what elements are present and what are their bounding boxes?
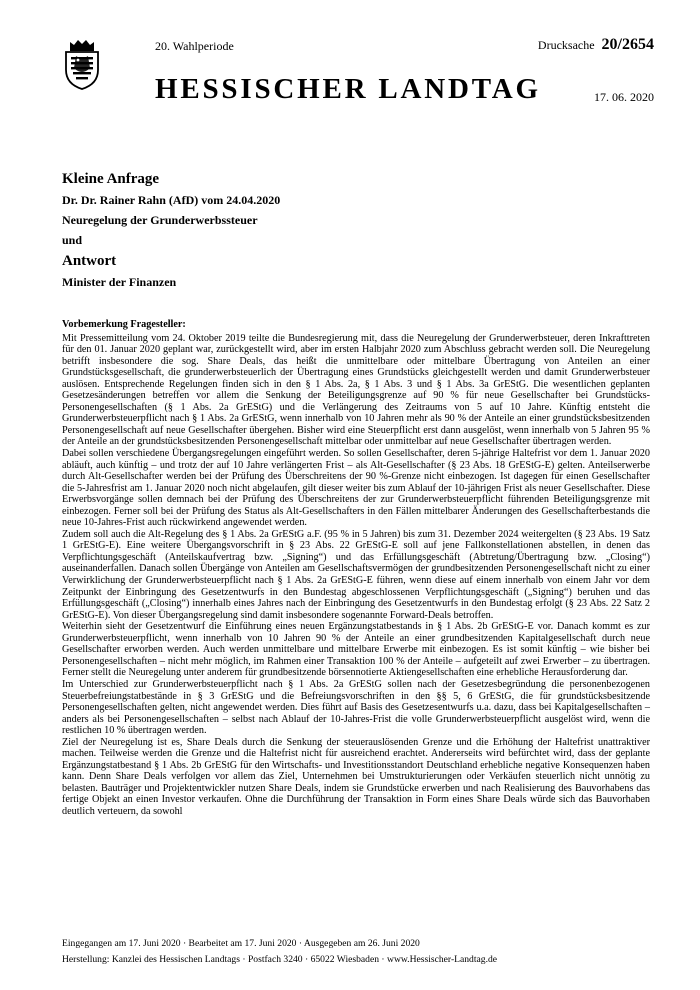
vorbemerkung-title: Vorbemerkung Fragesteller: xyxy=(62,319,186,330)
body-paragraph: Dabei sollen verschiedene Übergangsregelungen eingeführt werden. So sollen Gesellschafter, deren 5-jährige Haltefrist vor dem 1. Januar 2020 abläuft, auch künftig – und trotz der auf 10 Jahre verlängerten Frist – als Alt-Gesellschafter (§ 23 Abs. 18 GrEStG-E) gelten. Anteilserwerbe durch Alt-Gesellschafter werden bei der Prüfung des Überschreitens der 90 %-Grenze nicht einbezogen. Ist dagegen für einen Gesellschafter die 5-Jahresfrist am 1. Januar 2020 noch nicht abgelaufen, gilt dieser weiter bis zum Ablauf der 10-jährigen Frist als neuer Gesellschafter. Diese Erwerbsvorgänge sollen demnach bei der Prüfung des Überschreitens der zur Grunderwerbsteuerpflicht führenden Beteiligungsgrenze mit einbezogen. Ferner soll bei der Prüfung des Status als Alt-Gesellschafters in den Fällen mittelbarer Änderungen des Gesellschafterbestands die neue 10-Jahres-Frist auch rückwirkend angewendet werden. xyxy=(62,448,650,529)
author-line: Dr. Dr. Rainer Rahn (AfD) vom 24.04.2020 xyxy=(62,193,281,207)
drucksache-number: 20/2654 xyxy=(601,36,654,53)
footer-publisher-line: Herstellung: Kanzlei des Hessischen Landtags · Postfach 3240 · 65022 Wiesbaden · www.Hessischer-Landtag.de xyxy=(62,954,498,965)
subject-line: Neuregelung der Grunderwerbssteuer xyxy=(62,213,258,227)
body-paragraph: Zudem soll auch die Alt-Regelung des § 1 Abs. 2a GrEStG a.F. (95 % in 5 Jahren) bis zum 31. Dezember 2024 weitergelten (§ 23 Abs. 19 Satz 1 GrEStG-E). Eine weitere Übergangsvorschrift in § 23 Abs. 22 GrEStG-E soll auf jene Fallkonstellationen abstellen, in denen das Verpflichtungsgeschäft (Anteilskaufvertrag bzw. „Signing“) und das Erfüllungsgeschäft (Abtretung/Übertragung bzw. „Closing“) auseinanderfallen. Danach sollen Übergänge von Anteilen am Gesellschaftsvermögen der grundbesitzenden Personengesellschaft nicht zu einer Verwirklichung der Grunderwerbsteuerpflicht nach § 1 Abs. 2a GrEStG-E führen, wenn diese auf einem innerhalb von einem Jahr vor dem Zeitpunkt der Einbringung des Gesetzentwurfs in den Bundestag abgeschlossenen Verpflichtungsgeschäft („Signing“) beruhen und das Erfüllungsgeschäft („Closing“) innerhalb eines Jahres nach der Einbringung des Gesetzentwurfs in den Bundestag erfolgt (§ 23 Abs. 22 Satz 2 GrEStG-E). Von dieser Übergangsregelung sind damit insbesondere sogenannte Forward-Deals betroffen. xyxy=(62,528,650,621)
hessen-coat-of-arms-icon xyxy=(62,38,102,90)
und-line: und xyxy=(62,233,83,247)
antwort-title: Antwort xyxy=(62,253,117,269)
document-date: 17. 06. 2020 xyxy=(594,90,654,104)
kleine-anfrage-title: Kleine Anfrage xyxy=(62,171,160,187)
document-heading xyxy=(62,170,652,290)
landtag-title: HESSISCHER LANDTAG xyxy=(155,73,541,105)
document-body xyxy=(62,319,650,818)
drucksache xyxy=(538,36,654,54)
drucksache-label: Drucksache xyxy=(537,38,595,52)
body-paragraph: Mit Pressemitteilung vom 24. Oktober 2019 teilte die Bundesregierung mit, dass die Neuregelung der Grunderwerbsteuer, deren Inkrafttreten für den 01. Januar 2020 geplant war, zurückgestellt wird, aber im ersten Halbjahr 2020 zum Abschluss gebracht werden soll. Die Neuregelung betrifft insbesondere die sog. Share Deals, das heißt die unmittelbare oder mittelbare Übertragung von Anteilen an einer Grundstücksgesellschaft, die grunderwerbsteuerlich der Übertragung eines Grundstücks gleichgestellt werden und damit Grunderwerbsteuer auslösen. Entsprechende Regelungen finden sich in den § 1 Abs. 2a, § 1 Abs. 3 und § 1 Abs. 3a GrEStG. Die wesentlichen geplanten Gesetzesänderungen betreffen vor allem die Senkung der Beteiligungsgrenze auf 90 % für neue Gesellschafter bei Grundstücks-Personengesellschaften (§ 1 Abs. 2a GrEStG) und die Verlängerung des Zeitraums von 5 auf 10 Jahre. Künftig entsteht die Grunderwerbsteuerpflicht nach § 1 Abs. 2a GrEStG, wenn innerhalb von 10 Jahren mehr als 90 % der Anteile an einer grundstücksbesitzenden Personengesellschaft auf neue Gesellschafter übergehen. Bisher wird eine Steuerpflicht erst dann ausgelöst, wenn innerhalb von 5 Jahren 95 % der Anteile an der grundstücksbesitzenden Personengesellschaft mittelbar oder unmittelbar auf neue Gesellschafter übertragen werden. xyxy=(62,332,650,448)
body-paragraph: Weiterhin sieht der Gesetzentwurf die Einführung eines neuen Ergänzungstatbestands in § 1 Abs. 2b GrEStG-E vor. Danach kommt es zur Grunderwerbsteuerpflicht, wenn innerhalb von 10 Jahren 90 % der Anteile an einer grundbesitzenden Kapitalgesellschaft durch neue Gesellschafter erworben werden. Auch werden unmittelbare und mittelbare Erwerbe mit einbezogen. Es ist somit künftig – wie bisher bei Personengesellschaften – nicht mehr möglich, im Rahmen einer Transaktion 100 % der Anteile – aufgeteilt auf zwei Erwerber – zu übertragen. Ferner stellt die Neuregelung unter anderem für grundbesitzende börsennotierte Aktiengesellschaften eine erhebliche Herausforderung dar. xyxy=(62,621,650,679)
body-paragraph: Im Unterschied zur Grunderwerbsteuerpflicht nach § 1 Abs. 2a GrEStG sollen nach der Gesetzesbegründung die personenbezogenen Steuerbefreiungstatbestände in § 3 GrEStG und die Befreiungsvorschriften in den §§ 5, 6 GrEStG, die für grundstücksbesitzende Personengesellschaften gelten, nicht angewendet werden. Dies führt auf Basis des Gesetzesentwurfs u.a. dazu, dass bei Kapitalgesellschaften – anders als bei Personengesellschaften – selbst nach Ablauf der 10-Jahres-Frist die volle Grunderwerbsteuerpflicht ausgelöst wird, wenn die restlichen 10 % übertragen werden. xyxy=(62,678,650,737)
minister-line: Minister der Finanzen xyxy=(62,275,177,289)
body-paragraph: Ziel der Neuregelung ist es, Share Deals durch die Senkung der steuerauslösenden Grenze und die Erhöhung der Haltefrist unattraktiver machen. Teilweise werden die Grenze und die Haltefrist nicht für ausreichend erachtet. Andererseits wird befürchtet wird, dass der geplante Ergänzungstatbestand § 1 Abs. 2b GrEStG für den Wirtschafts- und Investitionsstandort Deutschland erhebliche negative Konsequenzen haben kann. Denn Share Deals verfolgen vor allem das Ziel, Unternehmen bei Umstrukturierungen oder Verkäufen steuerlich nicht unnötig zu belasten. Bauträger und Projektentwickler nutzen Share Deals, indem sie Grundstücke erwerben und nach Realisierung des Bauvorhabens das fertige Objekt an einen Investor verkaufen. Ohne die Durchführung der Transaktion in Form eines Share Deals würde sich das Bauvorhaben deutlich verteuern, da sowohl xyxy=(62,736,650,817)
footer-dates-line: Eingegangen am 17. Juni 2020 · Bearbeitet am 17. Juni 2020 · Ausgegeben am 26. Juni 2020 xyxy=(62,938,420,949)
wahlperiode-label: 20. Wahlperiode xyxy=(155,39,234,53)
document-footer xyxy=(62,936,662,968)
